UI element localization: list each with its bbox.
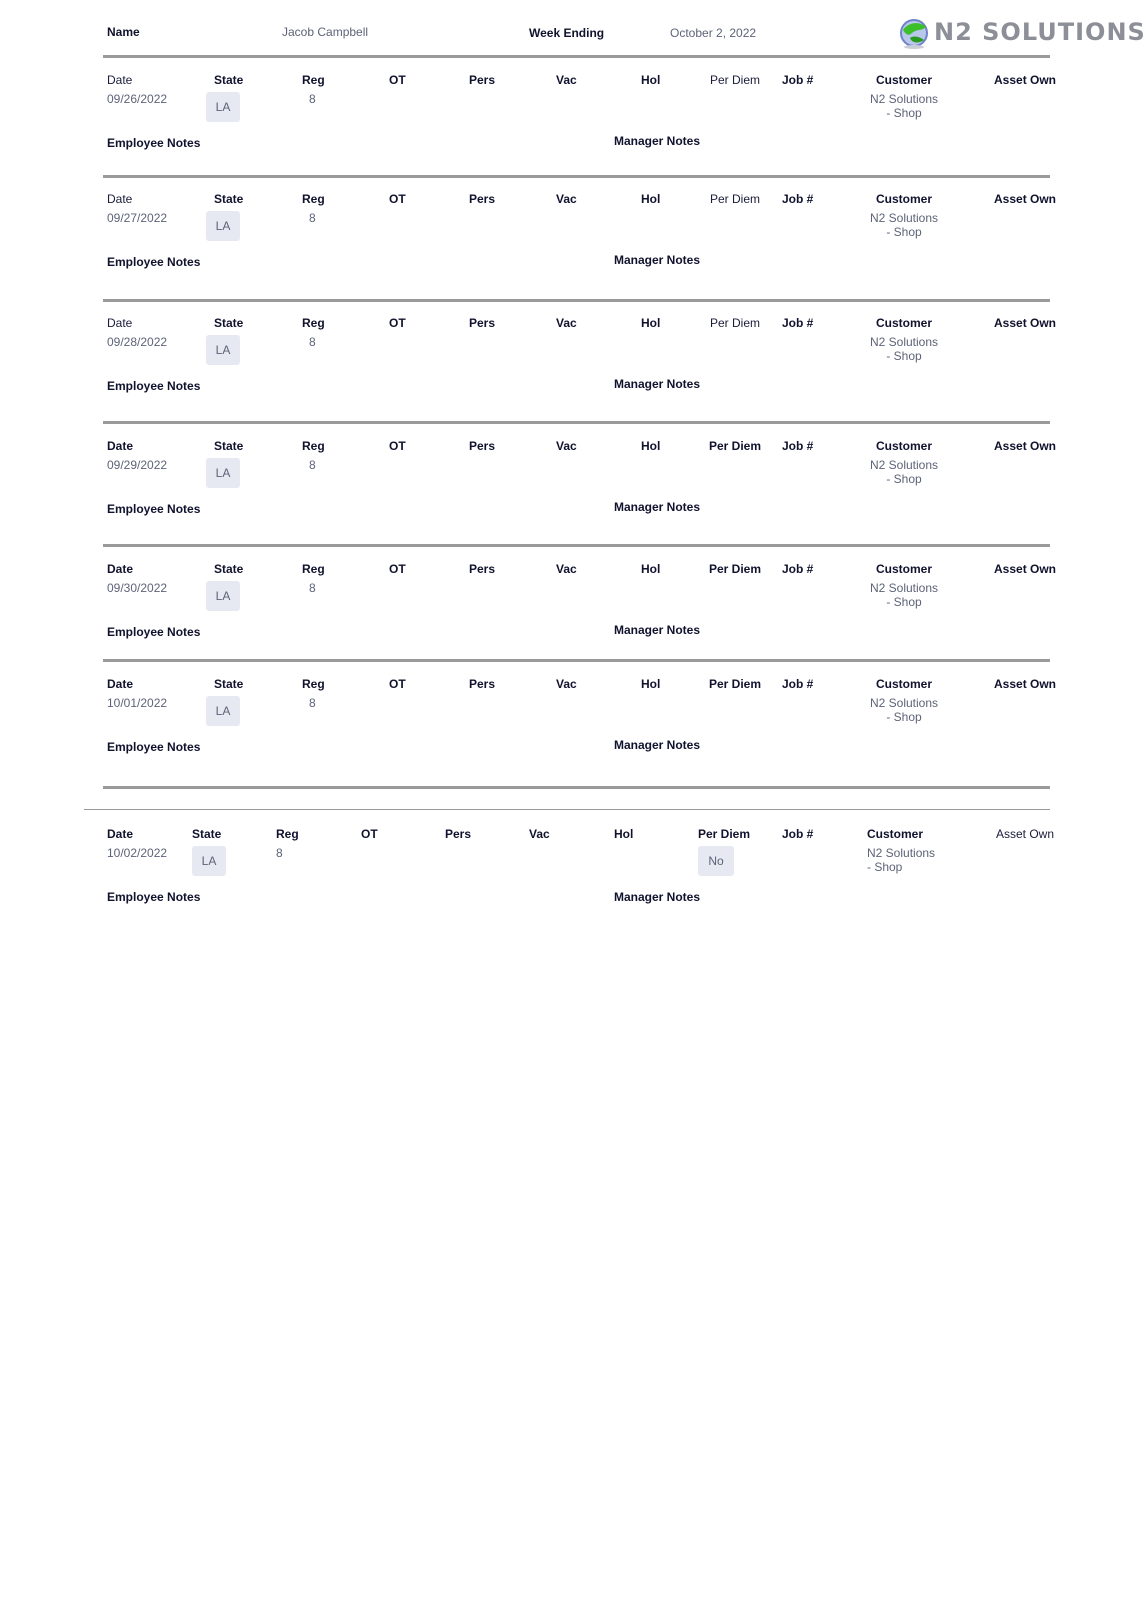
state-header: State bbox=[214, 677, 244, 691]
date-header: Date bbox=[107, 439, 134, 453]
date-header: Date bbox=[107, 562, 134, 576]
employee-notes-label: Employee Notes bbox=[107, 625, 201, 639]
per-diem-select[interactable]: No bbox=[698, 846, 734, 876]
employee-notes-label: Employee Notes bbox=[107, 379, 201, 393]
row-divider bbox=[103, 175, 1050, 178]
state-select[interactable]: LA bbox=[206, 581, 240, 611]
date-value: 09/27/2022 bbox=[107, 211, 168, 225]
per-diem-header: Per Diem bbox=[698, 827, 751, 841]
job-header: Job # bbox=[782, 562, 814, 576]
asset-owner-header: Asset Own bbox=[994, 677, 1057, 691]
reg-value: 8 bbox=[309, 92, 316, 106]
state-select[interactable]: LA bbox=[206, 696, 240, 726]
hol-header: Hol bbox=[641, 316, 661, 330]
job-header: Job # bbox=[782, 316, 814, 330]
vac-header: Vac bbox=[529, 827, 550, 841]
state-select[interactable]: LA bbox=[192, 846, 226, 876]
reg-header: Reg bbox=[302, 439, 325, 453]
hol-header: Hol bbox=[641, 439, 661, 453]
reg-header: Reg bbox=[302, 677, 325, 691]
state-select[interactable]: LA bbox=[206, 92, 240, 122]
name-value: Jacob Campbell bbox=[282, 25, 369, 39]
manager-notes-label: Manager Notes bbox=[614, 253, 701, 267]
date-value: 09/28/2022 bbox=[107, 335, 168, 349]
vac-header: Vac bbox=[556, 73, 577, 87]
manager-notes-label: Manager Notes bbox=[614, 738, 701, 752]
pers-header: Pers bbox=[469, 439, 496, 453]
hol-header: Hol bbox=[641, 192, 661, 206]
customer-header: Customer bbox=[876, 73, 933, 87]
customer-value: N2 Solutions - Shop bbox=[869, 92, 939, 120]
row-divider bbox=[103, 544, 1050, 547]
reg-header: Reg bbox=[302, 316, 325, 330]
manager-notes-label: Manager Notes bbox=[614, 890, 701, 904]
customer-header: Customer bbox=[876, 439, 933, 453]
state-select[interactable]: LA bbox=[206, 335, 240, 365]
company-logo bbox=[898, 16, 1146, 50]
date-value: 09/29/2022 bbox=[107, 458, 168, 472]
ot-header: OT bbox=[389, 562, 406, 576]
customer-header: Customer bbox=[876, 192, 933, 206]
date-value: 10/02/2022 bbox=[107, 846, 168, 860]
reg-value: 8 bbox=[309, 581, 316, 595]
customer-header: Customer bbox=[876, 316, 933, 330]
date-value: 09/26/2022 bbox=[107, 92, 168, 106]
ot-header: OT bbox=[389, 192, 406, 206]
globe-icon bbox=[898, 16, 932, 50]
name-label: Name bbox=[107, 25, 140, 39]
hol-header: Hol bbox=[614, 827, 634, 841]
pers-header: Pers bbox=[469, 316, 496, 330]
week-ending-value: October 2, 2022 bbox=[670, 26, 757, 40]
customer-value: N2 Solutions - Shop bbox=[869, 581, 939, 609]
vac-header: Vac bbox=[556, 192, 577, 206]
row-divider bbox=[103, 299, 1050, 302]
reg-value: 8 bbox=[309, 211, 316, 225]
job-header: Job # bbox=[782, 192, 814, 206]
per-diem-header: Per Diem bbox=[709, 562, 762, 576]
date-header: Date bbox=[107, 316, 133, 330]
hol-header: Hol bbox=[641, 677, 661, 691]
customer-value: N2 Solutions - Shop bbox=[869, 211, 939, 239]
pers-header: Pers bbox=[469, 192, 496, 206]
job-header: Job # bbox=[782, 439, 814, 453]
section-divider bbox=[84, 809, 1050, 810]
job-header: Job # bbox=[782, 677, 814, 691]
employee-notes-label: Employee Notes bbox=[107, 890, 201, 904]
ot-header: OT bbox=[389, 677, 406, 691]
per-diem-header: Per Diem bbox=[710, 192, 761, 206]
date-value: 10/01/2022 bbox=[107, 696, 168, 710]
date-value: 09/30/2022 bbox=[107, 581, 168, 595]
manager-notes-label: Manager Notes bbox=[614, 134, 701, 148]
state-header: State bbox=[214, 439, 244, 453]
vac-header: Vac bbox=[556, 677, 577, 691]
pers-header: Pers bbox=[469, 677, 496, 691]
asset-owner-header: Asset Own bbox=[994, 73, 1057, 87]
vac-header: Vac bbox=[556, 562, 577, 576]
asset-owner-header: Asset Own bbox=[994, 192, 1057, 206]
vac-header: Vac bbox=[556, 439, 577, 453]
job-header: Job # bbox=[782, 73, 814, 87]
manager-notes-label: Manager Notes bbox=[614, 500, 701, 514]
asset-owner-header: Asset Own bbox=[994, 439, 1057, 453]
per-diem-header: Per Diem bbox=[709, 677, 762, 691]
state-select[interactable]: LA bbox=[206, 458, 240, 488]
ot-header: OT bbox=[389, 73, 406, 87]
employee-notes-label: Employee Notes bbox=[107, 502, 201, 516]
vac-header: Vac bbox=[556, 316, 577, 330]
pers-header: Pers bbox=[469, 562, 496, 576]
ot-header: OT bbox=[361, 827, 378, 841]
asset-owner-header: Asset Own bbox=[994, 562, 1057, 576]
ot-header: OT bbox=[389, 316, 406, 330]
state-header: State bbox=[214, 562, 244, 576]
state-header: State bbox=[214, 73, 244, 87]
customer-value: N2 Solutions - Shop bbox=[869, 335, 939, 363]
date-header: Date bbox=[107, 73, 133, 87]
job-header: Job # bbox=[782, 827, 814, 841]
customer-value: N2 Solutions - Shop bbox=[869, 696, 939, 724]
customer-value: N2 Solutions - Shop bbox=[869, 458, 939, 486]
pers-header: Pers bbox=[469, 73, 496, 87]
customer-header: Customer bbox=[876, 677, 933, 691]
reg-value: 8 bbox=[276, 846, 283, 860]
customer-header: Customer bbox=[876, 562, 933, 576]
manager-notes-label: Manager Notes bbox=[614, 623, 701, 637]
state-header: State bbox=[214, 192, 244, 206]
employee-notes-label: Employee Notes bbox=[107, 740, 201, 754]
reg-value: 8 bbox=[309, 335, 316, 349]
hol-header: Hol bbox=[641, 73, 661, 87]
reg-header: Reg bbox=[302, 562, 325, 576]
customer-header: Customer bbox=[867, 827, 924, 841]
employee-notes-label: Employee Notes bbox=[107, 136, 201, 150]
reg-value: 8 bbox=[309, 458, 316, 472]
date-header: Date bbox=[107, 827, 134, 841]
state-header: State bbox=[192, 827, 222, 841]
reg-header: Reg bbox=[302, 192, 325, 206]
row-divider bbox=[103, 659, 1050, 662]
date-header: Date bbox=[107, 677, 134, 691]
reg-header: Reg bbox=[276, 827, 299, 841]
ot-header: OT bbox=[389, 439, 406, 453]
state-header: State bbox=[214, 316, 244, 330]
asset-owner-header: Asset Own bbox=[996, 827, 1055, 841]
header-divider bbox=[103, 55, 1050, 58]
row-divider bbox=[103, 421, 1050, 424]
date-header: Date bbox=[107, 192, 133, 206]
hol-header: Hol bbox=[641, 562, 661, 576]
state-select[interactable]: LA bbox=[206, 211, 240, 241]
asset-owner-header: Asset Own bbox=[994, 316, 1057, 330]
per-diem-header: Per Diem bbox=[709, 439, 762, 453]
per-diem-header: Per Diem bbox=[710, 316, 761, 330]
reg-value: 8 bbox=[309, 696, 316, 710]
reg-header: Reg bbox=[302, 73, 325, 87]
employee-notes-label: Employee Notes bbox=[107, 255, 201, 269]
customer-value: N2 Solutions - Shop bbox=[867, 846, 936, 874]
per-diem-header: Per Diem bbox=[710, 73, 761, 87]
logo-text: N2 SOLUTIONS bbox=[934, 18, 1146, 46]
row-divider bbox=[103, 786, 1050, 789]
manager-notes-label: Manager Notes bbox=[614, 377, 701, 391]
pers-header: Pers bbox=[445, 827, 472, 841]
week-ending-label: Week Ending bbox=[529, 26, 605, 40]
